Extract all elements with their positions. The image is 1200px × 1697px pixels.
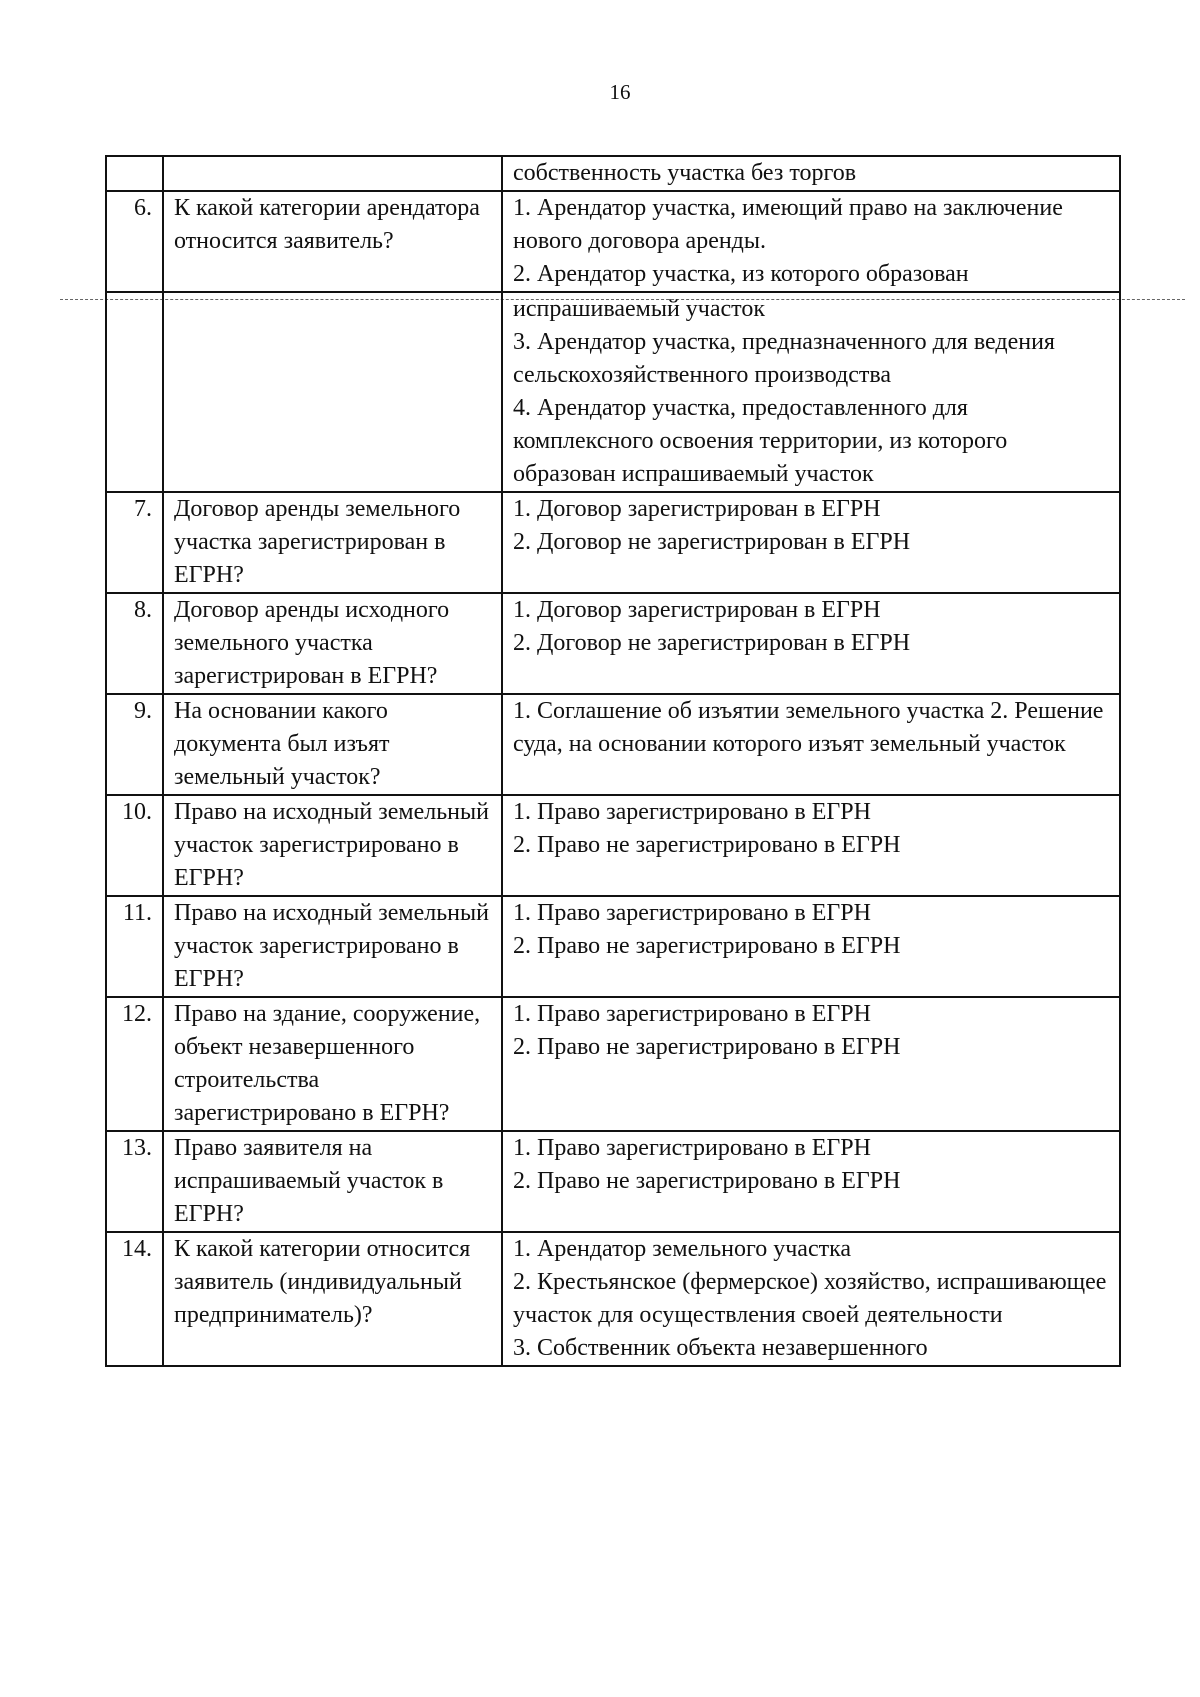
page-number: 16 (609, 80, 631, 104)
answer-option: 1. Право зарегистрировано в ЕГРН (513, 900, 871, 926)
row-number (106, 292, 163, 492)
answer-option: 1. Арендатор участка, имеющий право на заключение нового договора аренды. (513, 195, 1063, 254)
question-cell: На основании какого документа был изъят земельный участок? (163, 694, 502, 795)
answer-cell (502, 1232, 1120, 1366)
table-row (106, 694, 1120, 795)
question-cell: Право на исходный земельный участок зарегистрировано в ЕГРН? (163, 795, 502, 896)
answer-option: 1. Право зарегистрировано в ЕГРН (513, 799, 871, 825)
question-cell (163, 156, 502, 191)
table-row (106, 1131, 1120, 1232)
answer-option: 3. Собственник объекта незавершенного (513, 1335, 928, 1361)
answer-option: 2. Право не зарегистрировано в ЕГРН (513, 1034, 901, 1060)
row-number: 8. (106, 593, 163, 694)
table-row (106, 492, 1120, 593)
question-cell (163, 292, 502, 492)
answer-cell (502, 191, 1120, 292)
answer-option: 4. Арендатор участка, предоставленного для комплексного освоения территории, из которого образован испрашиваемый участок (513, 395, 1008, 487)
table-row (106, 292, 1120, 492)
question-cell: Договор аренды исходного земельного участка зарегистрирован в ЕГРН? (163, 593, 502, 694)
answer-cell (502, 896, 1120, 997)
answer-option: 1. Право зарегистрировано в ЕГРН (513, 1135, 871, 1161)
answer-option: 3. Арендатор участка, предназначенного для ведения сельскохозяйственного производства (513, 329, 1055, 388)
answer-option: 1. Договор зарегистрирован в ЕГРН (513, 597, 881, 623)
row-number: 11. (106, 896, 163, 997)
answer-option: 1. Право зарегистрировано в ЕГРН (513, 1001, 871, 1027)
row-number: 13. (106, 1131, 163, 1232)
answer-option: 2. Право не зарегистрировано в ЕГРН (513, 933, 901, 959)
row-number: 10. (106, 795, 163, 896)
table-row (106, 593, 1120, 694)
answer-cell (502, 292, 1120, 492)
question-cell: Право на здание, сооружение, объект незавершенного строительства зарегистрировано в ЕГРН? (163, 997, 502, 1131)
answer-cell (502, 492, 1120, 593)
questions-table (105, 155, 1121, 1367)
table-row (106, 997, 1120, 1131)
row-number (106, 156, 163, 191)
answer-option: 2. Право не зарегистрировано в ЕГРН (513, 832, 901, 858)
answer-cell (502, 997, 1120, 1131)
row-number: 7. (106, 492, 163, 593)
question-cell: Право заявителя на испрашиваемый участок в ЕГРН? (163, 1131, 502, 1232)
row-number: 9. (106, 694, 163, 795)
question-cell: К какой категории относится заявитель (индивидуальный предприниматель)? (163, 1232, 502, 1366)
table-row (106, 896, 1120, 997)
answer-option: 1. Арендатор земельного участка (513, 1236, 852, 1262)
answer-option: испрашиваемый участок (513, 296, 765, 322)
table-row (106, 795, 1120, 896)
table-row (106, 1232, 1120, 1366)
row-number: 12. (106, 997, 163, 1131)
answer-option: 2. Право не зарегистрировано в ЕГРН (513, 1168, 901, 1194)
table-row (106, 191, 1120, 292)
answer-option: 2. Крестьянское (фермерское) хозяйство, испрашивающее участок для осуществления своей деятельности (513, 1269, 1107, 1328)
answer-option: 1. Соглашение об изъятии земельного участка 2. Решение суда, на основании которого изъят земельный участок (513, 698, 1104, 757)
answer-cell (502, 156, 1120, 191)
answer-option: 2. Арендатор участка, из которого образован (513, 261, 969, 287)
answer-cell (502, 694, 1120, 795)
answer-option: 2. Договор не зарегистрирован в ЕГРН (513, 630, 911, 656)
answer-cell (502, 795, 1120, 896)
answer-cell (502, 1131, 1120, 1232)
row-number: 6. (106, 191, 163, 292)
answer-cell (502, 593, 1120, 694)
question-cell: К какой категории арендатора относится заявитель? (163, 191, 502, 292)
answer-option: собственность участка без торгов (513, 160, 857, 186)
question-cell: Право на исходный земельный участок зарегистрировано в ЕГРН? (163, 896, 502, 997)
answer-option: 2. Договор не зарегистрирован в ЕГРН (513, 529, 911, 555)
table-row (106, 156, 1120, 191)
row-number: 14. (106, 1232, 163, 1366)
answer-option: 1. Договор зарегистрирован в ЕГРН (513, 496, 881, 522)
question-cell: Договор аренды земельного участка зарегистрирован в ЕГРН? (163, 492, 502, 593)
